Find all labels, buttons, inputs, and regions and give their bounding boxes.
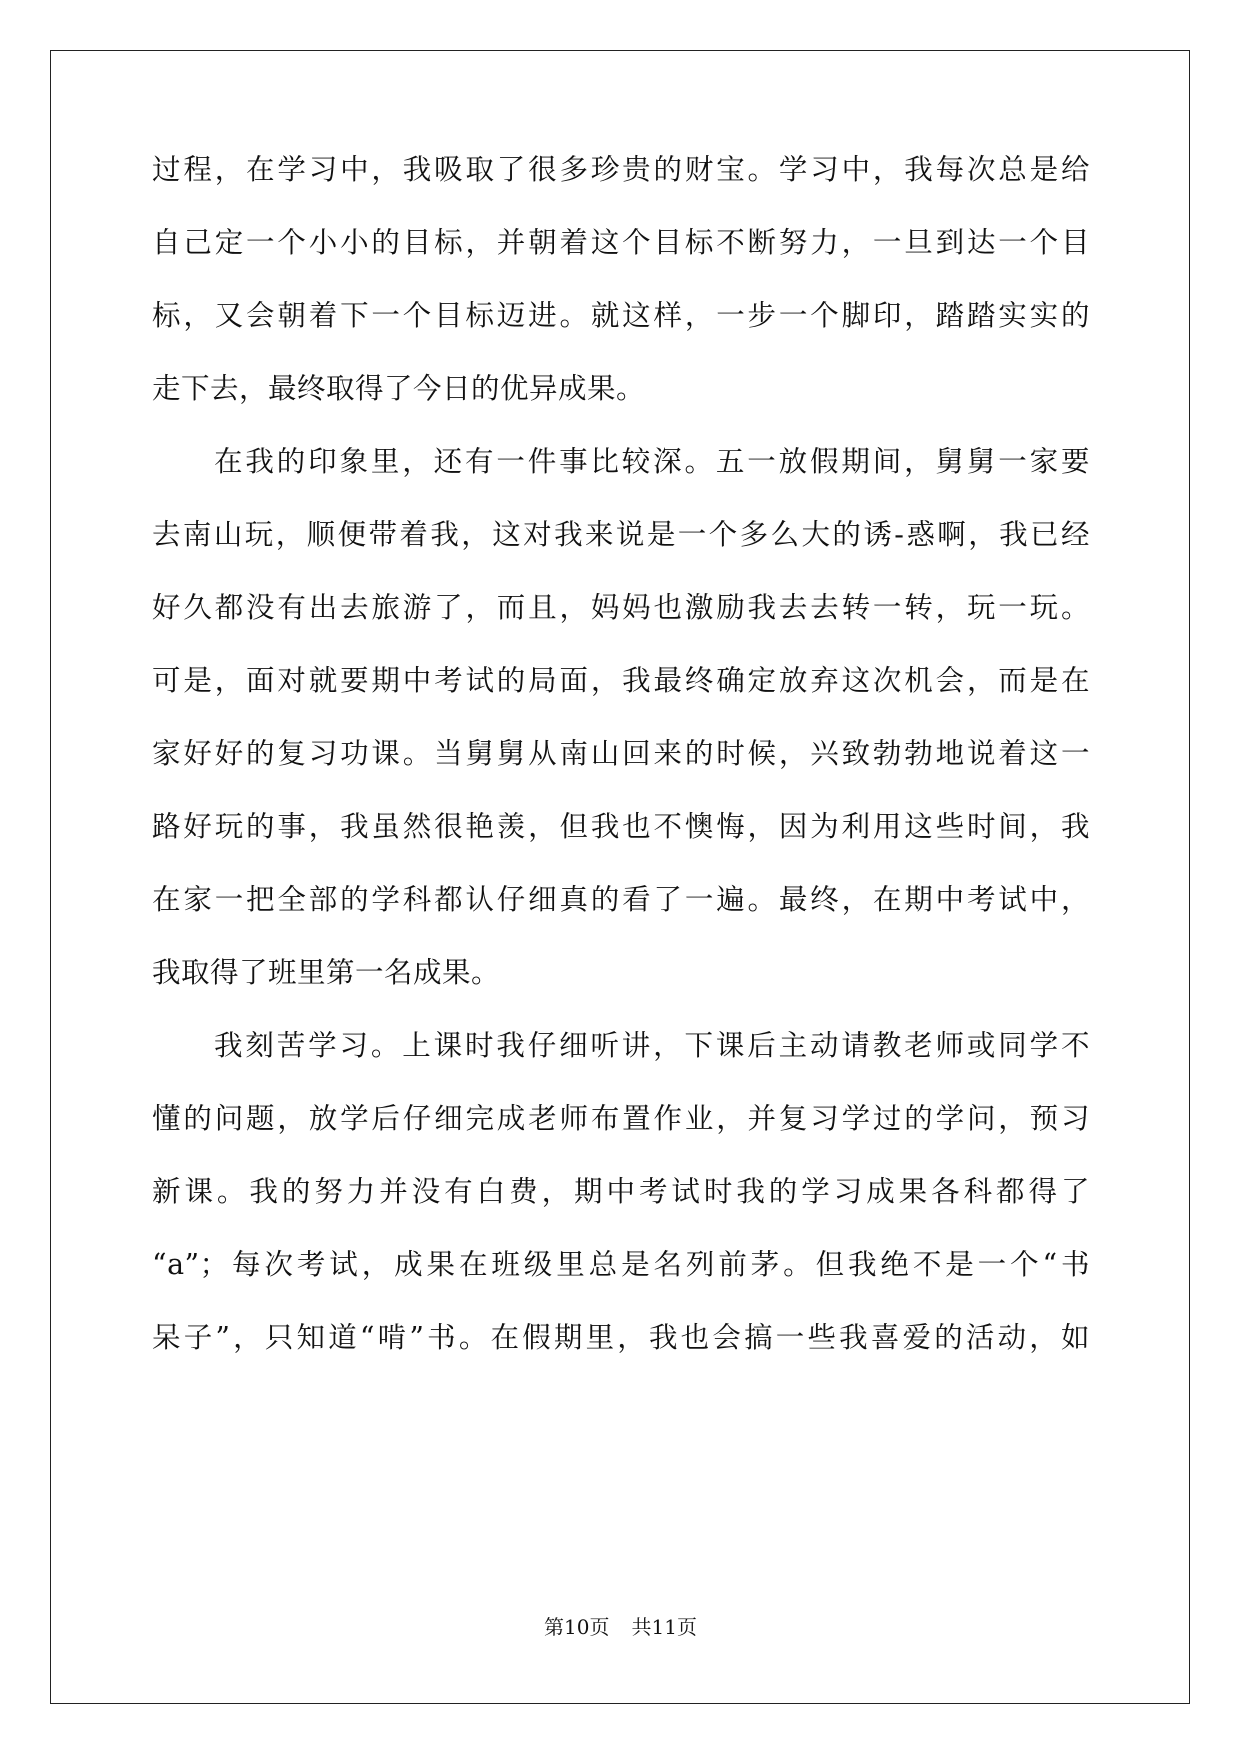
text-line: 家好好的复习功课。当舅舅从南山回来的时候，兴致勃勃地说着这一	[152, 737, 1090, 770]
text-line: 我刻苦学习。上课时我仔细听讲，下课后主动请教老师或同学不	[214, 1029, 1090, 1062]
page-total: 共11页	[631, 1615, 697, 1639]
text-line: 呆子”，只知道“啃”书。在假期里，我也会搞一些我喜爱的活动，如	[152, 1321, 1090, 1354]
text-line: 懂的问题，放学后仔细完成老师布置作业，并复习学过的学问，预习	[152, 1102, 1090, 1135]
text-line: 过程，在学习中，我吸取了很多珍贵的财宝。学习中，我每次总是给	[152, 153, 1090, 186]
text-line: 好久都没有出去旅游了，而且，妈妈也激励我去去转一转，玩一玩。	[152, 591, 1090, 624]
text-line: 走下去，最终取得了今日的优异成果。	[152, 372, 646, 405]
text-line: 在我的印象里，还有一件事比较深。五一放假期间，舅舅一家要	[214, 445, 1090, 478]
page-number: 第10页	[544, 1615, 610, 1639]
text-line: 我取得了班里第一名成果。	[152, 956, 501, 989]
text-line: 在家一把全部的学科都认仔细真的看了一遍。最终，在期中考试中，	[152, 883, 1090, 916]
text-line: 自己定一个小小的目标，并朝着这个目标不断努力，一旦到达一个目	[152, 226, 1090, 259]
text-line: 去南山玩，顺便带着我，这对我来说是一个多么大的诱-惑啊，我已经	[152, 518, 1090, 551]
text-line: “a”；每次考试，成果在班级里总是名列前茅。但我绝不是一个“书	[152, 1248, 1090, 1281]
text-line: 标，又会朝着下一个目标迈进。就这样，一步一个脚印，踏踏实实的	[152, 299, 1090, 332]
text-line: 新课。我的努力并没有白费，期中考试时我的学习成果各科都得了	[152, 1175, 1090, 1208]
text-line: 路好玩的事，我虽然很艳羡，但我也不懊悔，因为利用这些时间，我	[152, 810, 1090, 843]
text-line: 可是，面对就要期中考试的局面，我最终确定放弃这次机会，而是在	[152, 664, 1090, 697]
page-footer	[0, 1612, 1241, 1642]
